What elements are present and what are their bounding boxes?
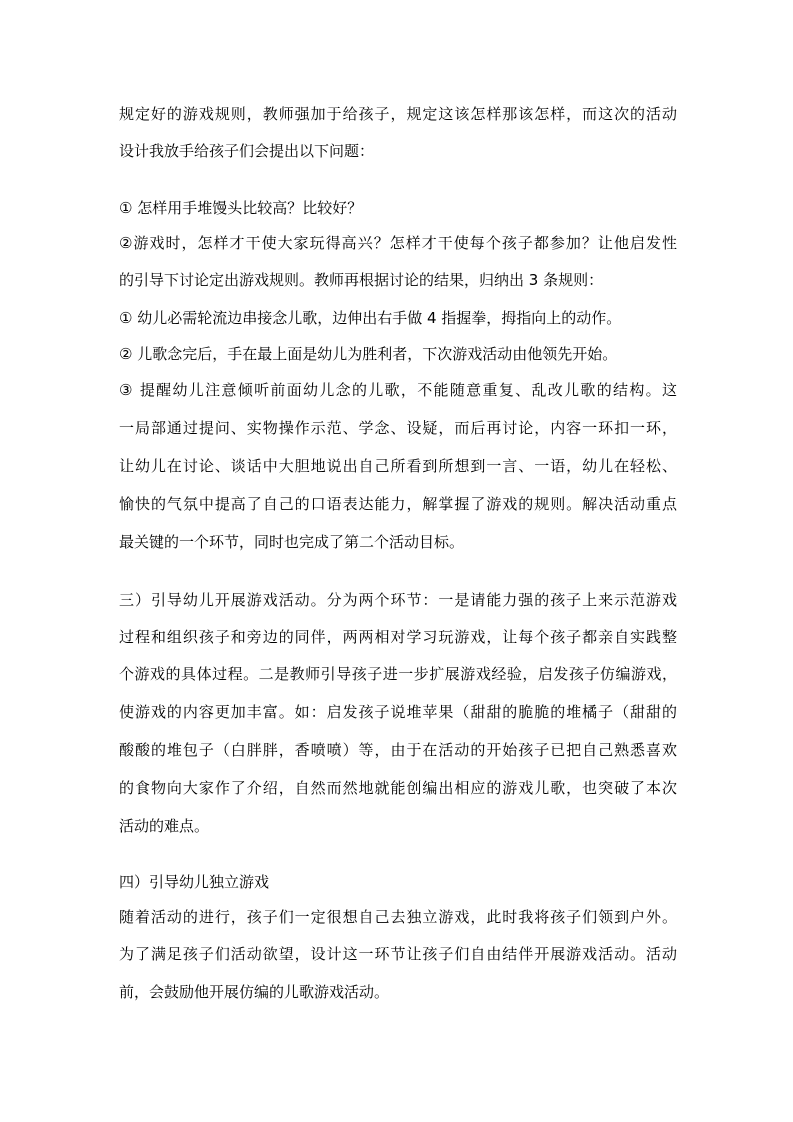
text-line: 前，会鼓励他开展仿编的儿歌游戏活动。 xyxy=(119,983,390,1001)
text-line: 使游戏的内容更加丰富。如：启发孩子说堆苹果（甜甜的脆脆的堆橘子（甜甜的 xyxy=(119,703,677,721)
text-line: 过程和组织孩子和旁边的同伴，两两相对学习玩游戏，让每个孩子都亲自实践整 xyxy=(119,628,677,646)
text-line: 为了满足孩子们活动欲望，设计这一环节让孩子们自由结伴开展游戏活动。活动 xyxy=(119,945,677,963)
text-line: 让幼儿在讨论、谈话中大胆地说出自己所看到所想到一言、一语，幼儿在轻松、 xyxy=(119,457,677,475)
section-heading: 四）引导幼儿独立游戏 xyxy=(119,873,270,891)
text-line: 一局部通过提问、实物操作示范、学念、设疑，而后再讨论，内容一环扣一环， xyxy=(119,419,677,437)
text-line: 愉快的气氛中提高了自己的口语表达能力，解掌握了游戏的规则。解决活动重点 xyxy=(119,495,677,513)
text-line: ① 幼儿必需轮流边串接念儿歌，边伸出右手做 4 指握拳，拇指向上的动作。 xyxy=(119,309,622,327)
text-line: ① 怎样用手堆馒头比较高？比较好？ xyxy=(119,199,363,217)
text-line: ③ 提醒幼儿注意倾听前面幼儿念的儿歌，不能随意重复、乱改儿歌的结构。这 xyxy=(119,381,677,399)
text-line: 活动的难点。 xyxy=(119,817,210,835)
text-line: 设计我放手给孩子们会提出以下问题： xyxy=(119,142,375,160)
text-line: 的食物向大家作了介绍，自然而然地就能创编出相应的游戏儿歌，也突破了本次 xyxy=(119,779,677,797)
text-line: 的引导下讨论定出游戏规则。教师再根据讨论的结果，归纳出 3 条规则： xyxy=(119,271,604,289)
text-line: ② 儿歌念完后，手在最上面是幼儿为胜利者，下次游戏活动由他领先开始。 xyxy=(119,345,618,363)
text-line: 最关键的一个环节，同时也完成了第二个活动目标。 xyxy=(119,533,465,551)
text-line: 三）引导幼儿开展游戏活动。分为两个环节：一是请能力强的孩子上来示范游戏 xyxy=(119,591,677,609)
text-line: ②游戏时，怎样才干使大家玩得高兴？怎样才干使每个孩子都参加？让他启发性 xyxy=(119,234,677,252)
text-line: 个游戏的具体过程。二是教师引导孩子进一步扩展游戏经验，启发孩子仿编游戏， xyxy=(119,665,677,683)
text-line: 随着活动的进行，孩子们一定很想自己去独立游戏，此时我将孩子们领到户外。 xyxy=(119,908,677,926)
text-line: 酸酸的堆包子（白胖胖，香喷喷）等，由于在活动的开始孩子已把自己熟悉喜欢 xyxy=(119,741,677,759)
text-line: 规定好的游戏规则，教师强加于给孩子，规定这该怎样那该怎样，而这次的活动 xyxy=(119,105,677,123)
